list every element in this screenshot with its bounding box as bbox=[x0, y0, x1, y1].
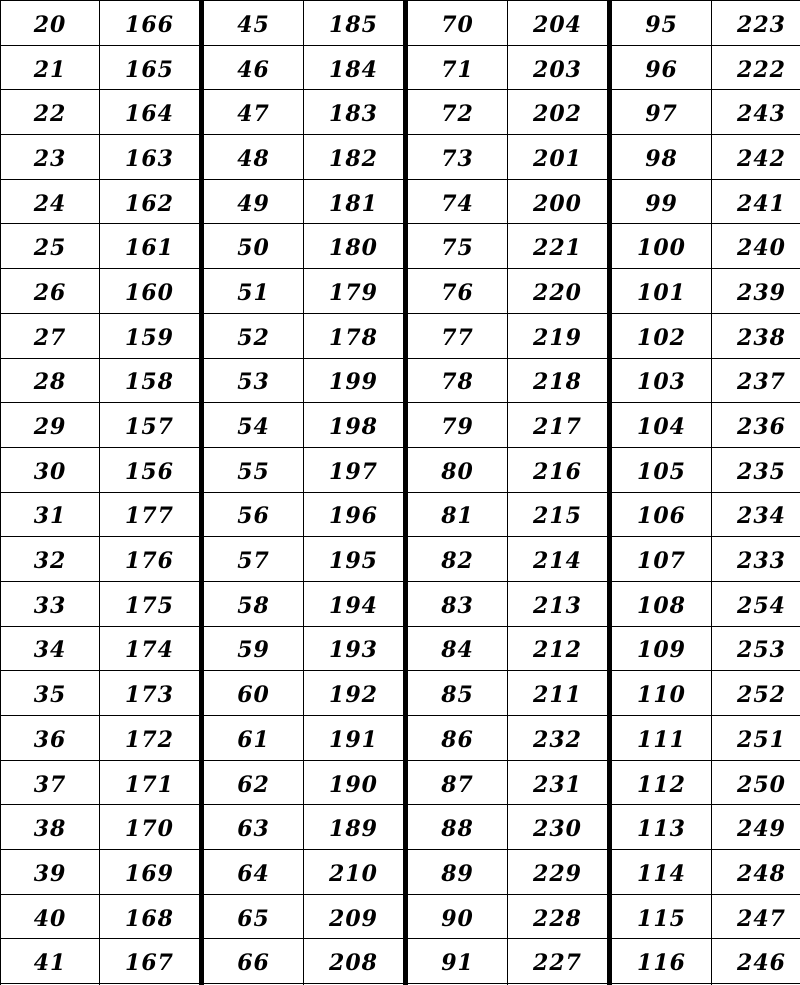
table-block-3 bbox=[408, 1, 608, 985]
table-cell: 179 bbox=[304, 269, 403, 314]
table-cell: 59 bbox=[204, 627, 303, 672]
table-cell: 74 bbox=[408, 180, 507, 225]
table-cell: 88 bbox=[408, 805, 507, 850]
table-cell: 105 bbox=[612, 448, 711, 493]
table-cell: 200 bbox=[508, 180, 607, 225]
table-cell: 57 bbox=[204, 537, 303, 582]
table-cell: 191 bbox=[304, 716, 403, 761]
table-cell: 33 bbox=[1, 582, 99, 627]
table-cell: 25 bbox=[1, 224, 99, 269]
table-cell: 252 bbox=[712, 671, 800, 716]
table-cell: 85 bbox=[408, 671, 507, 716]
table-cell: 180 bbox=[304, 224, 403, 269]
table-cell: 113 bbox=[612, 805, 711, 850]
table-cell: 55 bbox=[204, 448, 303, 493]
table-cell: 208 bbox=[304, 939, 403, 984]
table-cell: 181 bbox=[304, 180, 403, 225]
table-cell: 189 bbox=[304, 805, 403, 850]
table-cell: 198 bbox=[304, 403, 403, 448]
table-cell: 220 bbox=[508, 269, 607, 314]
table-cell: 106 bbox=[612, 493, 711, 538]
table-cell: 241 bbox=[712, 180, 800, 225]
table-cell: 223 bbox=[712, 1, 800, 46]
table-cell: 199 bbox=[304, 359, 403, 404]
table-cell: 190 bbox=[304, 761, 403, 806]
table-cell: 172 bbox=[100, 716, 199, 761]
block-4-right-column bbox=[712, 1, 800, 985]
table-cell: 20 bbox=[1, 1, 99, 46]
table-cell: 242 bbox=[712, 135, 800, 180]
table-cell: 72 bbox=[408, 90, 507, 135]
table-cell: 114 bbox=[612, 850, 711, 895]
table-cell: 116 bbox=[612, 939, 711, 984]
table-cell: 91 bbox=[408, 939, 507, 984]
table-block-2 bbox=[204, 1, 404, 985]
table-cell: 209 bbox=[304, 895, 403, 940]
table-cell: 253 bbox=[712, 627, 800, 672]
table-cell: 24 bbox=[1, 180, 99, 225]
table-cell: 183 bbox=[304, 90, 403, 135]
table-cell: 96 bbox=[612, 46, 711, 91]
table-cell: 166 bbox=[100, 1, 199, 46]
table-cell: 81 bbox=[408, 493, 507, 538]
table-cell: 160 bbox=[100, 269, 199, 314]
table-cell: 89 bbox=[408, 850, 507, 895]
table-cell: 104 bbox=[612, 403, 711, 448]
table-cell: 32 bbox=[1, 537, 99, 582]
table-cell: 86 bbox=[408, 716, 507, 761]
table-cell: 216 bbox=[508, 448, 607, 493]
table-cell: 79 bbox=[408, 403, 507, 448]
table-cell: 103 bbox=[612, 359, 711, 404]
table-cell: 97 bbox=[612, 90, 711, 135]
table-cell: 34 bbox=[1, 627, 99, 672]
table-cell: 175 bbox=[100, 582, 199, 627]
table-cell: 95 bbox=[612, 1, 711, 46]
block-3-right-column bbox=[508, 1, 608, 985]
table-cell: 158 bbox=[100, 359, 199, 404]
table-cell: 45 bbox=[204, 1, 303, 46]
table-cell: 236 bbox=[712, 403, 800, 448]
table-cell: 240 bbox=[712, 224, 800, 269]
table-cell: 213 bbox=[508, 582, 607, 627]
block-3-left-column bbox=[408, 1, 508, 985]
block-4-left-column bbox=[612, 1, 712, 985]
table-cell: 38 bbox=[1, 805, 99, 850]
table-cell: 248 bbox=[712, 850, 800, 895]
table-cell: 51 bbox=[204, 269, 303, 314]
table-cell: 31 bbox=[1, 493, 99, 538]
table-cell: 99 bbox=[612, 180, 711, 225]
table-cell: 49 bbox=[204, 180, 303, 225]
table-cell: 26 bbox=[1, 269, 99, 314]
table-cell: 210 bbox=[304, 850, 403, 895]
table-cell: 174 bbox=[100, 627, 199, 672]
table-cell: 108 bbox=[612, 582, 711, 627]
table-cell: 170 bbox=[100, 805, 199, 850]
table-cell: 194 bbox=[304, 582, 403, 627]
table-cell: 230 bbox=[508, 805, 607, 850]
table-cell: 40 bbox=[1, 895, 99, 940]
table-cell: 112 bbox=[612, 761, 711, 806]
table-cell: 168 bbox=[100, 895, 199, 940]
block-2-right-column bbox=[304, 1, 404, 985]
table-cell: 222 bbox=[712, 46, 800, 91]
table-block-1 bbox=[1, 1, 200, 985]
table-cell: 63 bbox=[204, 805, 303, 850]
table-cell: 211 bbox=[508, 671, 607, 716]
table-block-4 bbox=[612, 1, 800, 985]
table-cell: 62 bbox=[204, 761, 303, 806]
table-cell: 178 bbox=[304, 314, 403, 359]
table-cell: 64 bbox=[204, 850, 303, 895]
table-cell: 56 bbox=[204, 493, 303, 538]
table-cell: 27 bbox=[1, 314, 99, 359]
table-cell: 197 bbox=[304, 448, 403, 493]
table-cell: 70 bbox=[408, 1, 507, 46]
table-cell: 227 bbox=[508, 939, 607, 984]
table-cell: 73 bbox=[408, 135, 507, 180]
table-cell: 169 bbox=[100, 850, 199, 895]
table-cell: 162 bbox=[100, 180, 199, 225]
table-cell: 212 bbox=[508, 627, 607, 672]
table-cell: 77 bbox=[408, 314, 507, 359]
table-cell: 48 bbox=[204, 135, 303, 180]
table-cell: 50 bbox=[204, 224, 303, 269]
table-cell: 218 bbox=[508, 359, 607, 404]
table-cell: 75 bbox=[408, 224, 507, 269]
table-cell: 115 bbox=[612, 895, 711, 940]
table-cell: 41 bbox=[1, 939, 99, 984]
table-cell: 229 bbox=[508, 850, 607, 895]
table-cell: 22 bbox=[1, 90, 99, 135]
table-cell: 52 bbox=[204, 314, 303, 359]
table-cell: 163 bbox=[100, 135, 199, 180]
table-cell: 164 bbox=[100, 90, 199, 135]
table-cell: 159 bbox=[100, 314, 199, 359]
table-cell: 61 bbox=[204, 716, 303, 761]
table-cell: 231 bbox=[508, 761, 607, 806]
table-cell: 46 bbox=[204, 46, 303, 91]
table-cell: 101 bbox=[612, 269, 711, 314]
table-cell: 83 bbox=[408, 582, 507, 627]
table-cell: 247 bbox=[712, 895, 800, 940]
table-cell: 192 bbox=[304, 671, 403, 716]
table-cell: 109 bbox=[612, 627, 711, 672]
table-cell: 228 bbox=[508, 895, 607, 940]
table-cell: 195 bbox=[304, 537, 403, 582]
table-cell: 87 bbox=[408, 761, 507, 806]
table-cell: 217 bbox=[508, 403, 607, 448]
table-cell: 90 bbox=[408, 895, 507, 940]
table-cell: 54 bbox=[204, 403, 303, 448]
table-cell: 84 bbox=[408, 627, 507, 672]
table-cell: 167 bbox=[100, 939, 199, 984]
table-cell: 173 bbox=[100, 671, 199, 716]
table-cell: 251 bbox=[712, 716, 800, 761]
table-cell: 182 bbox=[304, 135, 403, 180]
table-cell: 232 bbox=[508, 716, 607, 761]
table-cell: 201 bbox=[508, 135, 607, 180]
table-cell: 82 bbox=[408, 537, 507, 582]
table-cell: 37 bbox=[1, 761, 99, 806]
table-cell: 157 bbox=[100, 403, 199, 448]
table-cell: 66 bbox=[204, 939, 303, 984]
table-cell: 204 bbox=[508, 1, 607, 46]
table-cell: 65 bbox=[204, 895, 303, 940]
table-cell: 184 bbox=[304, 46, 403, 91]
table-cell: 165 bbox=[100, 46, 199, 91]
table-cell: 39 bbox=[1, 850, 99, 895]
table-cell: 35 bbox=[1, 671, 99, 716]
table-cell: 233 bbox=[712, 537, 800, 582]
table-cell: 78 bbox=[408, 359, 507, 404]
table-cell: 98 bbox=[612, 135, 711, 180]
table-cell: 111 bbox=[612, 716, 711, 761]
table-cell: 76 bbox=[408, 269, 507, 314]
table-cell: 219 bbox=[508, 314, 607, 359]
table-cell: 28 bbox=[1, 359, 99, 404]
table-cell: 234 bbox=[712, 493, 800, 538]
table-cell: 29 bbox=[1, 403, 99, 448]
table-cell: 110 bbox=[612, 671, 711, 716]
table-cell: 185 bbox=[304, 1, 403, 46]
table-cell: 58 bbox=[204, 582, 303, 627]
table-cell: 235 bbox=[712, 448, 800, 493]
block-2-left-column bbox=[204, 1, 304, 985]
table-cell: 238 bbox=[712, 314, 800, 359]
table-cell: 176 bbox=[100, 537, 199, 582]
table-cell: 102 bbox=[612, 314, 711, 359]
table-cell: 254 bbox=[712, 582, 800, 627]
table-cell: 107 bbox=[612, 537, 711, 582]
block-1-right-column bbox=[100, 1, 200, 985]
block-1-left-column bbox=[1, 1, 100, 985]
table-cell: 250 bbox=[712, 761, 800, 806]
table-cell: 100 bbox=[612, 224, 711, 269]
table-cell: 171 bbox=[100, 761, 199, 806]
table-cell: 161 bbox=[100, 224, 199, 269]
table-cell: 196 bbox=[304, 493, 403, 538]
table-cell: 60 bbox=[204, 671, 303, 716]
table-cell: 243 bbox=[712, 90, 800, 135]
table-cell: 23 bbox=[1, 135, 99, 180]
table-cell: 237 bbox=[712, 359, 800, 404]
table-cell: 246 bbox=[712, 939, 800, 984]
table-cell: 156 bbox=[100, 448, 199, 493]
table-cell: 36 bbox=[1, 716, 99, 761]
table-cell: 30 bbox=[1, 448, 99, 493]
table-cell: 239 bbox=[712, 269, 800, 314]
table-cell: 203 bbox=[508, 46, 607, 91]
table-cell: 221 bbox=[508, 224, 607, 269]
table-cell: 71 bbox=[408, 46, 507, 91]
table-cell: 47 bbox=[204, 90, 303, 135]
table-cell: 177 bbox=[100, 493, 199, 538]
table-cell: 214 bbox=[508, 537, 607, 582]
table-cell: 193 bbox=[304, 627, 403, 672]
table-cell: 249 bbox=[712, 805, 800, 850]
table-cell: 80 bbox=[408, 448, 507, 493]
table-cell: 215 bbox=[508, 493, 607, 538]
table-cell: 53 bbox=[204, 359, 303, 404]
table-cell: 202 bbox=[508, 90, 607, 135]
table-cell: 21 bbox=[1, 46, 99, 91]
